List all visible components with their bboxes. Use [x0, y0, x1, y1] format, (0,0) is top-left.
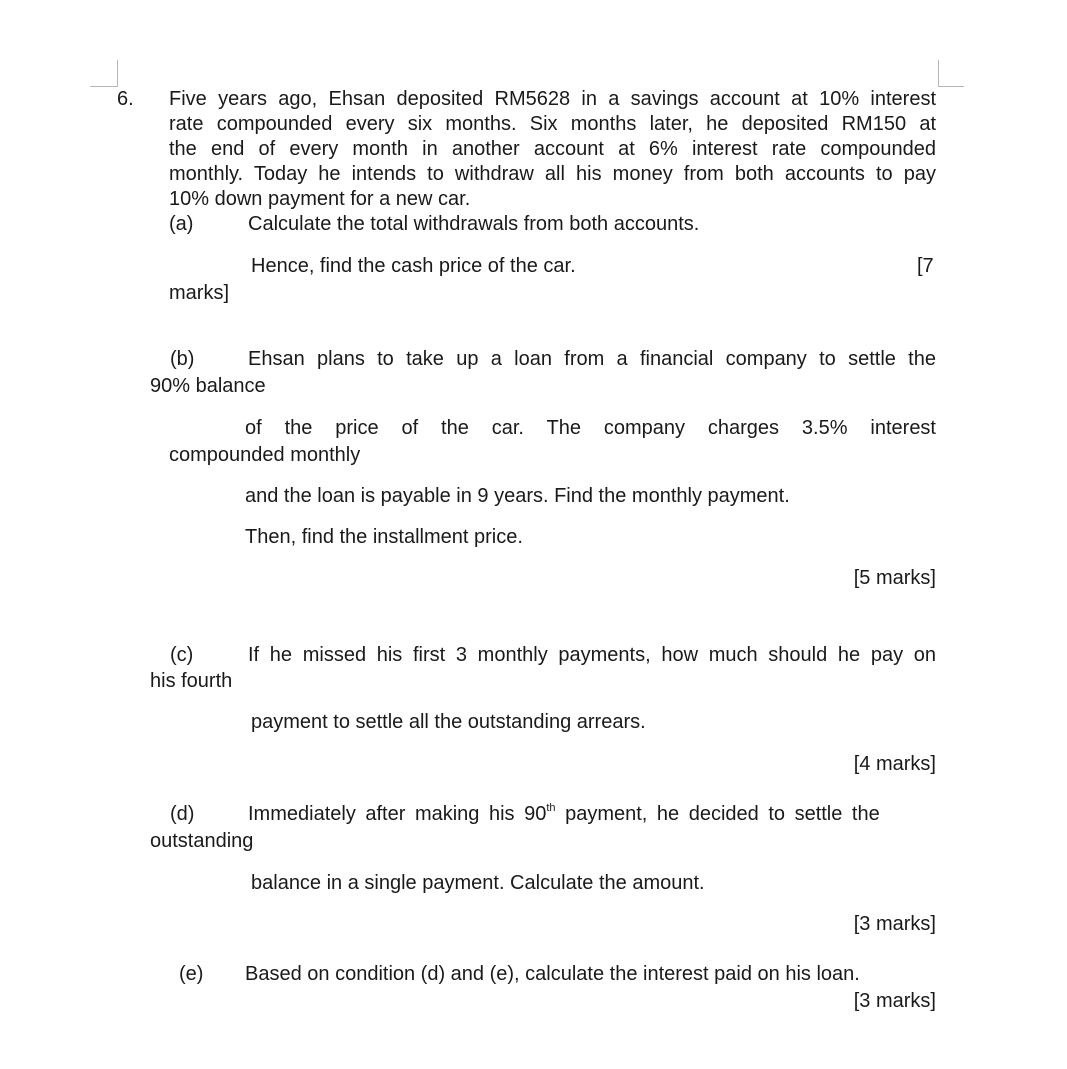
part-a-text: Calculate the total withdrawals from both accounts. [248, 213, 700, 235]
part-d-text: Immediately after making his 90 [248, 803, 547, 825]
question-number: 6. [117, 88, 134, 110]
corner-mark-left-horizontal [90, 86, 118, 87]
part-d-line [248, 802, 936, 827]
part-c-text: his fourth [150, 670, 233, 692]
question-intro-line [169, 112, 936, 137]
corner-mark-right [938, 60, 939, 86]
corner-mark-left [117, 60, 118, 86]
part-d-marks: [3 marks] [853, 913, 936, 935]
part-b-line [245, 416, 936, 441]
part-e-text: Based on condition (d) and (e), calculate the interest paid on his loan. [245, 963, 860, 985]
part-c-text: payment to settle all the outstanding arrears. [251, 711, 646, 733]
part-b-text: Then, find the installment price. [245, 526, 523, 548]
part-a-marks: marks] [169, 282, 229, 304]
corner-mark-right-horizontal [938, 86, 964, 87]
part-b-label: (b) [170, 348, 195, 370]
part-a-text: Hence, find the cash price of the car. [251, 255, 576, 277]
part-b-line [248, 347, 936, 372]
part-b-text: and the loan is payable in 9 years. Find the monthly payment. [245, 485, 790, 507]
part-b-text: 90% balance [150, 375, 266, 397]
part-d-superscript: th [546, 802, 556, 814]
part-d-text: payment, he decided to settle the [555, 803, 880, 825]
part-b-text: compounded monthly [169, 444, 361, 466]
part-b-marks: [5 marks] [853, 567, 936, 589]
part-a-label: (a) [169, 213, 194, 235]
question-intro-text: the end of every month in another account at 6% interest rate compounded [169, 138, 936, 160]
part-c-marks: [4 marks] [853, 753, 936, 775]
question-intro-text: rate compounded every six months. Six months later, he deposited RM150 at [169, 113, 936, 135]
part-e-label: (e) [179, 963, 204, 985]
part-b-text: of the price of the car. The company charges 3.5% interest [245, 417, 936, 439]
question-intro-line [169, 87, 936, 112]
part-c-label: (c) [170, 644, 194, 666]
part-c-text: If he missed his first 3 monthly payments, how much should he pay on [248, 644, 936, 666]
question-intro-line [169, 137, 936, 162]
question-intro-text: monthly. Today he intends to withdraw all his money from both accounts to pay [169, 163, 936, 185]
part-e-marks: [3 marks] [853, 990, 936, 1012]
part-c-line [248, 643, 936, 668]
question-intro-text: 10% down payment for a new car. [169, 188, 471, 210]
question-intro-text: Five years ago, Ehsan deposited RM5628 in a savings account at 10% interest [169, 88, 936, 110]
part-b-text: Ehsan plans to take up a loan from a financial company to settle the [248, 348, 936, 370]
part-d-label: (d) [170, 803, 195, 825]
part-d-text: balance in a single payment. Calculate the amount. [251, 872, 705, 894]
part-a-marks: [7 [917, 255, 934, 277]
question-intro-line [169, 162, 936, 187]
part-d-text: outstanding [150, 830, 254, 852]
